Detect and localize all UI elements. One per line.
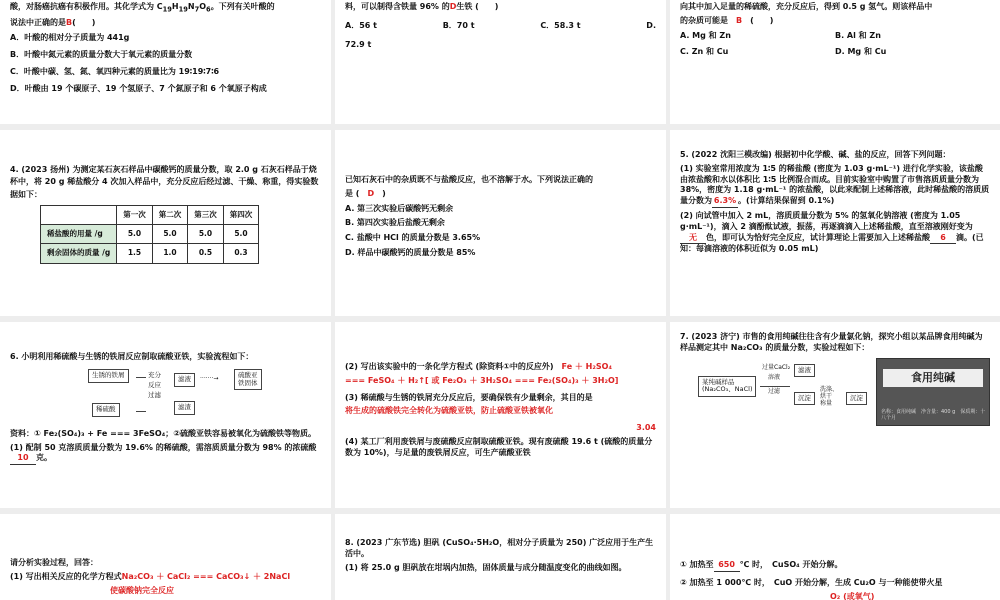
answer-equation-cont: === FeSO₄ ＋ H₂↑[ 或 Fe₂O₃ ＋ 3H₂SO₄ === Fe₂(SO₄)₃ ＋ 3H₂O] — [345, 375, 619, 385]
flow-diagram: 某纯碱样品 (Na₂CO₃、NaCl) 过量CaCl₂ 溶液 过滤 滤液 沉淀 洗涤、 烘干 称量 沉淀 食用纯碱 名称：食用纯碱 净含量：400 g 保质期：十八个月 — [680, 358, 990, 428]
answer-blank: 无 — [680, 233, 706, 245]
flow-box-precipitate-final: 沉淀 — [846, 392, 867, 406]
folic-line-2: 说法中正确的是 — [10, 17, 66, 27]
question-panel-limestone-table — [0, 130, 331, 316]
answer-mark: B — [66, 17, 73, 27]
answer-q4: 3.04 — [636, 423, 656, 433]
option-c: C. Zn 和 Cu — [680, 47, 729, 57]
options-row — [345, 21, 656, 32]
option-d-value: 72.9 t — [345, 39, 372, 49]
option-d: D．叶酸由 19 个碳原子、19 个氢原子、7 个氮原子和 6 个氧原子构成 — [10, 83, 267, 93]
option-b: B. Al 和 Zn — [835, 30, 881, 40]
option-d: D. — [646, 20, 656, 30]
folic-line-1: 酸，对肠癌抗癌有积极作用。其化学式为 C — [10, 2, 163, 11]
answer-blank: 6.3% — [712, 196, 738, 208]
flow-box-sample: 某纯碱样品 (Na₂CO₃、NaCl) — [698, 376, 756, 398]
answer-equation: Fe ＋ H₂SO₄ — [561, 362, 612, 371]
question-panel-folic-acid: 酸，对肠癌抗癌有积极作用。其化学式为 $C_{19}H_{19}N_7O_6$。下列有关叶酸的 说法中正确的是B( ) A．叶酸的相对分子质量为 441g B．叶酸中氮元素的质量分数大于氧元素的质量分数 C．叶酸中碳、氢、氮、氧四种元素的质量比为 19∶19∶7∶6 D．叶酸由 19 个碳原子、19 个氢原子、7 个氮原子和 6 个氧原子构成 — [0, 0, 331, 124]
flow-box-filtrate: 滤液 — [794, 364, 815, 378]
data-table — [40, 205, 259, 263]
question-panel-soda: 7. (2023 济宁) 市售的食用纯碱往往含有少量氯化钠，探究小组以某品牌食用纯碱为样品测定其中 Na₂CO₃ 的质量分数，实验过程如下： 某纯碱样品 (Na₂CO₃、NaCl) 过量CaCl₂ 溶液 过滤 滤液 沉淀 洗涤、 烘干 称量 沉淀 食用纯碱 名称：食用纯碱 净含量：400 g 保质期：十八个月 — [670, 322, 1000, 508]
option-b: B. 第四次实验后盐酸无剩余 — [345, 218, 445, 228]
question-panel-limestone-options: 已知石灰石中的杂质既不与盐酸反应，也不溶解于水。下列说法正确的 是 ( D ) A. 第三次实验后碳酸钙无剩余 B. 第四次实验后盐酸无剩余 C. 盐酸中 HCl 的质量分数是 3.65% D. 样品中碳酸钙的质量分数是 85% — [335, 130, 666, 316]
answer-text: 使碳酸钠完全反应 — [110, 585, 174, 595]
question-panel-heating: ① 加热至 650 ℃ 时， CuSO₄ 开始分解。 ② 加热至 1 000℃ 时， CuO 开始分解，生成 Cu₂O 与一种能使带火星 O₂ (或氧气) — [670, 514, 1000, 600]
option-b: B．70 t — [442, 20, 475, 30]
question-panel-equations: (2) 写出该实验中的一条化学方程式 (除资料①中的反应外) Fe ＋ H₂SO₄ === FeSO₄ ＋ H₂↑[ 或 Fe₂O₃ ＋ 3H₂SO₄ === Fe₂(SO₄)₃ ＋ 3H₂O] (3) 稀硫酸与生锈的铁屑充分反应后，要确保铁有少量剩余，其目的是 将生成的硫酸铁完全转化为硫酸亚铁，防止硫酸亚铁被氧化 3.04 (4) 某工厂利用废铁屑与废硫酸反应制取硫酸亚铁。现有废硫酸 19.6 t (硫酸的质量分数为 10%)，与足量的废铁屑反应，可生产硫酸亚铁 — [335, 322, 666, 508]
question-panel-acid-base: 5. (2022 沈阳三模改编) 根据初中化学酸、碱、盐的反应，回答下列问题： (1) 实验室常用浓度为 1∶5 的稀盐酸 (密度为 1.03 g·mL⁻¹) 进行化学实验，该盐酸由浓盐酸和水以体积比 1∶5 比例混合而成。目前实验室中购置了市售溶质质量分数为 38%，密度为 1.18 g·mL⁻¹ 的浓盐酸，以此来配制上述稀溶液，此时稀盐酸的溶质质量分数为 6.3% 。(计算结果保留到 0.1%) (2) 向试管中加入 2 mL，溶质质量分数为 5% 的氢氧化钠溶液 (密度为 1.05 g·mL⁻¹)，滴入 2 滴酚酞试液，振荡，再逐滴滴入上述稀盐酸，直至溶液刚好变为无 色，即可认为恰好完全反应，试计算理论上需要加入上述稀盐酸 6 滴。(已知：每滴溶液的体积近似为 0.05 mL) — [670, 130, 1000, 316]
question-panel-copper-sulfate: 8. (2023 广东节选) 胆矾 (CuSO₄·5H₂O，相对分子质量为 250) 广泛应用于生产生活中。 (1) 将 25.0 g 胆矾放在坩埚内加热，固体质量与成分随温度变化的曲线如图。 — [335, 514, 666, 600]
option-d: D. 样品中碳酸钙的质量分数是 85% — [345, 247, 476, 257]
flow-box-rusty-iron: 生锈的铁屑 — [88, 369, 129, 383]
answer-mark: B — [736, 15, 743, 25]
question-panel-ferrous-sulfate: 6. 小明利用稀硫酸与生锈的铁屑反应制取硫酸亚铁，实验流程如下： 生锈的铁屑 稀硫酸 充分 反应 过滤 滤液 滤渣 ·······→ 硫酸亚 铁固体 资料：① Fe₂(SO₄)₃ + Fe === 3FeSO₄；②硫酸亚铁容易被氧化为硫酸铁等物质。 (1) 配制 50 克溶质质量分数为 19.6% 的稀硫酸，需溶质质量分数为 98% 的浓硫酸10 克。 — [0, 322, 331, 508]
table-row: 剩余固体的质量 /g 1.5 1.0 0.5 0.3 — [41, 244, 259, 263]
option-c: C．叶酸中碳、氢、氮、氧四种元素的质量比为 19∶19∶7∶6 — [10, 66, 220, 76]
answer-q3: 将生成的硫酸铁完全转化为硫酸亚铁，防止硫酸亚铁被氧化 — [345, 406, 553, 416]
option-d: D. Mg 和 Cu — [835, 47, 887, 57]
answer-text: O₂ (或氧气) — [830, 591, 875, 600]
option-a: A. 第三次实验后碳酸钙无剩余 — [345, 203, 454, 213]
option-c: C．58.3 t — [540, 20, 581, 30]
product-label-image: 食用纯碱 名称：食用纯碱 净含量：400 g 保质期：十八个月 — [876, 358, 990, 426]
option-a: A．56 t — [345, 20, 377, 30]
table-header-row: 第一次 第二次 第三次 第四次 — [41, 206, 259, 225]
flow-box-acid: 稀硫酸 — [92, 403, 120, 417]
answer-mark: D — [449, 2, 457, 11]
question-panel-iron: 料，可以制得含铁量 96% 的D生铁 ( ) A．56 t B．70 t C．58.3 t D. 72.9 t — [335, 0, 666, 124]
flow-box-residue: 滤渣 — [174, 401, 195, 415]
option-b: B．叶酸中氮元素的质量分数大于氧元素的质量分数 — [10, 50, 193, 60]
answer-blank: 6 — [930, 233, 956, 245]
answer-blank: 650 — [714, 560, 740, 572]
answer-equation: Na₂CO₃ ＋ CaCl₂ === CaCO₃↓ ＋ 2NaCl — [121, 571, 291, 581]
option-a: A．叶酸的相对分子质量为 441g — [10, 33, 130, 43]
option-a: A. Mg 和 Zn — [680, 30, 731, 40]
answer-blank: 10 — [10, 453, 36, 465]
table-row: 稀盐酸的用量 /g 5.0 5.0 5.0 5.0 — [41, 225, 259, 244]
flow-box-product: 硫酸亚 铁固体 — [234, 369, 262, 391]
question-panel-impurity: 向其中加入足量的稀硫酸，充分反应后，得到 0.5 g 氢气。则该样品中 的杂质可能是 B ( ) A. Mg 和 Zn B. Al 和 Zn C. Zn 和 Cu D. Mg 和 Cu — [670, 0, 1000, 124]
question-text: 4. (2023 扬州) 为测定某石灰石样品中碳酸钙的质量分数，取 2.0 g 石灰石样品于烧杯中，将 20 g 稀盐酸分 4 次加入样品中，充分反应后经过滤、干燥、称重，得实验数据如下： — [10, 165, 319, 199]
answer-mark: D — [367, 188, 375, 198]
flow-diagram: 生锈的铁屑 稀硫酸 充分 反应 过滤 滤液 滤渣 ·······→ 硫酸亚 铁固体 — [10, 367, 321, 425]
options-grid — [680, 31, 990, 59]
flow-box-precipitate: 沉淀 — [794, 392, 815, 406]
option-c: C. 盐酸中 HCl 的质量分数是 3.65% — [345, 233, 481, 243]
question-panel-soda-questions: 请分析实验过程，回答： (1) 写出相关反应的化学方程式Na₂CO₃ ＋ CaCl₂ === CaCO₃↓ ＋ 2NaCl 使碳酸钠完全反应 — [0, 514, 331, 600]
flow-box-filtrate: 滤液 — [174, 373, 195, 387]
